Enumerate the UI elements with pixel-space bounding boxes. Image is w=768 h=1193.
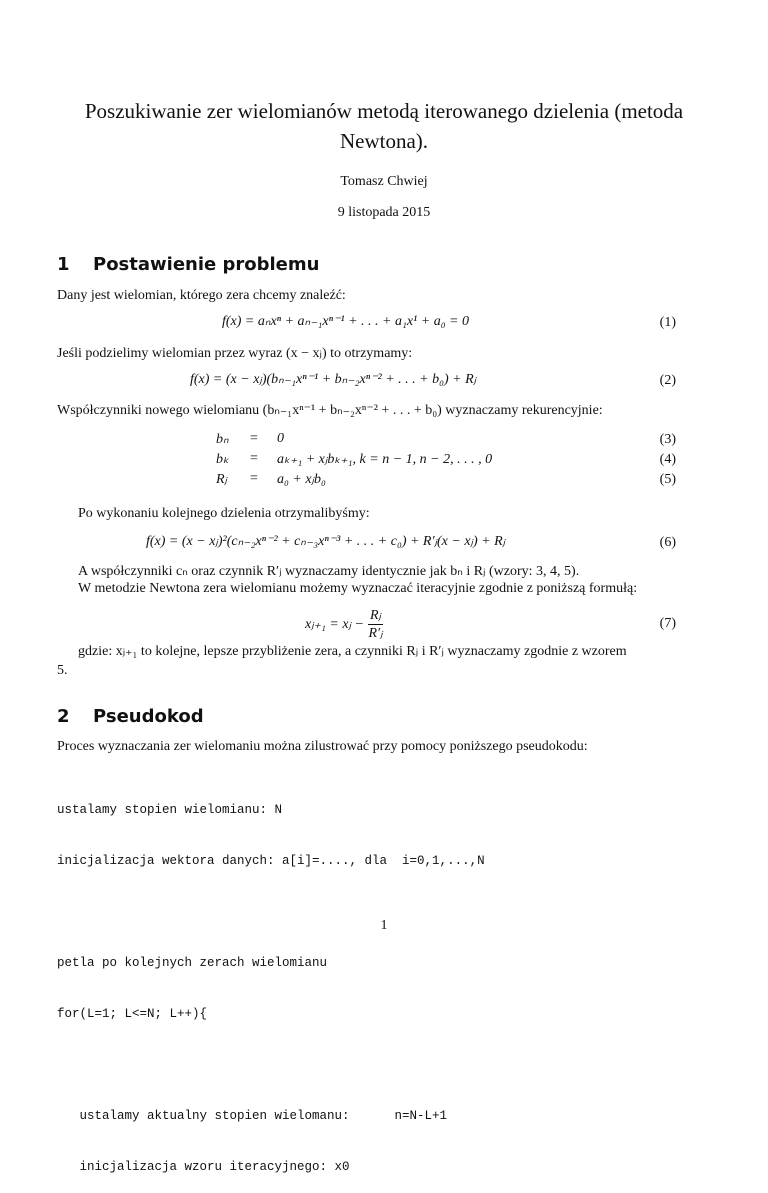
equation-number: (6) — [659, 535, 676, 550]
paragraph: W metodzie Newtona zera wielomianu możemy wyznaczać iteracyjnie zgodnie z poniższą formułą: — [78, 581, 638, 596]
equation-rhs: 0 — [277, 431, 284, 446]
equation-number: (4) — [659, 452, 676, 467]
equation-lhs: bₖ — [216, 452, 229, 467]
equation: f(x) = aₙxⁿ + aₙ₋₁xⁿ⁻¹ + . . . + a₁x¹ + a₀ = 0 — [222, 314, 470, 329]
equation-number: (7) — [659, 616, 676, 631]
equation — [305, 604, 383, 644]
equation-number: (1) — [659, 315, 676, 330]
fraction — [368, 607, 383, 642]
section-number: 1 — [57, 254, 70, 275]
equation-lhs: bₙ — [216, 432, 229, 447]
fraction-denominator: R′ⱼ — [368, 625, 383, 641]
equation-rhs: aₖ₊₁ + xⱼbₖ₊₁, k = n − 1, n − 2, . . . , 0 — [277, 452, 493, 467]
section-title: Pseudokod — [93, 706, 204, 727]
author: Tomasz Chwiej — [340, 174, 428, 189]
code-line: inicjalizacja wektora danych: a[i]=...., dla i=0,1,...,N — [57, 854, 485, 868]
paragraph: gdzie: xⱼ₊₁ to kolejne, lepsze przybliżenie zera, a czynniki Rⱼ i R′ⱼ wyznaczamy zgodnie z wzorem — [78, 644, 627, 659]
date: 9 listopada 2015 — [337, 205, 431, 220]
code-line — [57, 1057, 485, 1074]
page-number: 1 — [380, 918, 388, 933]
paragraph-continuation: 5. — [57, 663, 68, 678]
paragraph: Po wykonaniu kolejnego dzielenia otrzymalibyśmy: — [78, 506, 370, 521]
code-line: ustalamy aktualny stopien wielomanu: n=N-L+1 — [57, 1109, 448, 1123]
equation-lhs: Rⱼ — [216, 472, 227, 487]
equation-lhs: xⱼ₊₁ = xⱼ − — [305, 616, 364, 632]
section-number: 2 — [57, 706, 70, 727]
code-line: ustalamy stopien wielomianu: N — [57, 803, 283, 817]
paragraph: Proces wyznaczania zer wielomaniu można zilustrować przy pomocy poniższego pseudokodu: — [57, 739, 588, 754]
code-line: inicjalizacja wzoru iteracyjnego: x0 — [57, 1160, 350, 1174]
equation-number: (2) — [659, 373, 676, 388]
document-title: Poszukiwanie zer wielomianów metodą iterowanego dzielenia (metoda Newtona). — [84, 99, 684, 153]
pseudocode-block — [57, 768, 485, 1193]
fraction-numerator: Rⱼ — [369, 607, 381, 623]
code-line: petla po kolejnych zerach wielomianu — [57, 956, 328, 970]
paragraph: Dany jest wielomian, którego zera chcemy znaleźć: — [57, 288, 346, 303]
paragraph: A współczynniki cₙ oraz czynnik R′ⱼ wyznaczamy identycznie jak bₙ i Rⱼ (wzory: 3, 4, 5). — [78, 564, 580, 579]
equation-number: (3) — [659, 432, 676, 447]
paragraph: Jeśli podzielimy wielomian przez wyraz (x − xⱼ) to otrzymamy: — [57, 346, 413, 361]
equation-number: (5) — [659, 472, 676, 487]
equals-sign: = — [250, 471, 258, 486]
section-heading — [57, 706, 204, 727]
paragraph: Współczynniki nowego wielomianu (bₙ₋₁xⁿ⁻¹ + bₙ₋₂xⁿ⁻² + . . . + b₀) wyznaczamy rekurencyjnie: — [57, 403, 603, 418]
section-title: Postawienie problemu — [93, 254, 320, 275]
equals-sign: = — [250, 431, 258, 446]
equals-sign: = — [250, 451, 258, 466]
equation: f(x) = (x − xⱼ)(bₙ₋₁xⁿ⁻¹ + bₙ₋₂xⁿ⁻² + . . . + b₀) + Rⱼ — [190, 372, 477, 387]
section-heading — [57, 254, 319, 275]
equation-rhs: a₀ + xⱼb₀ — [277, 472, 326, 487]
equation: f(x) = (x − xⱼ)²(cₙ₋₂xⁿ⁻² + cₙ₋₃xⁿ⁻³ + . . . + c₀) + R′ⱼ(x − xⱼ) + Rⱼ — [146, 534, 506, 549]
code-line: for(L=1; L<=N; L++){ — [57, 1007, 208, 1021]
